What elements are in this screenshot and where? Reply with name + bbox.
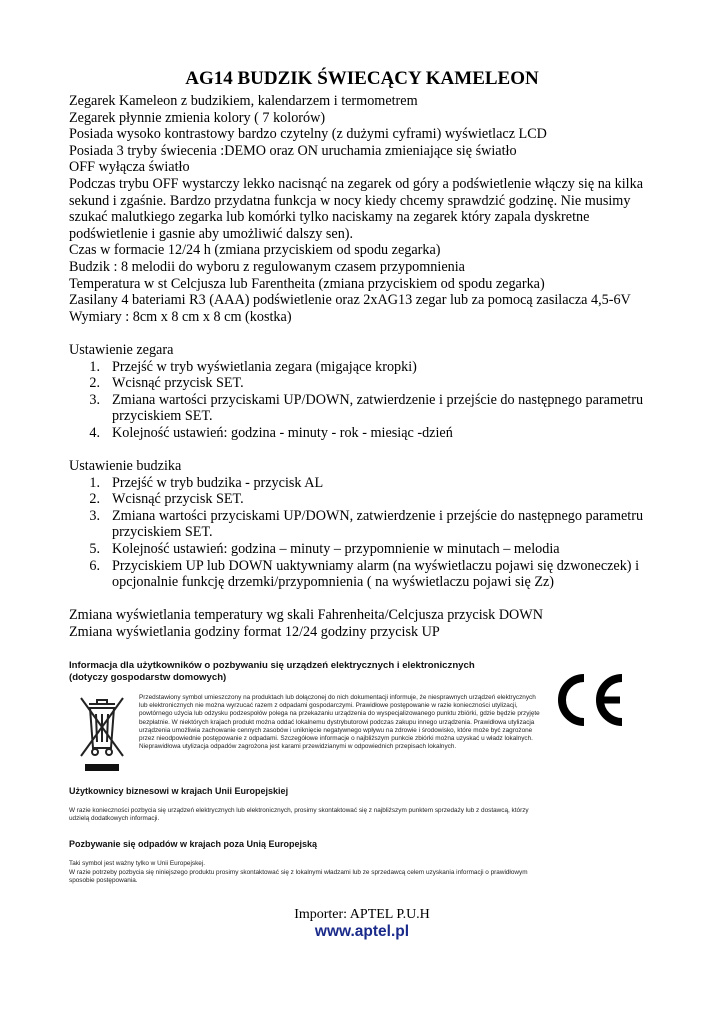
step-number: 2. [89, 375, 100, 392]
outside-eu-text: Taki symbol jest ważny tylko w Unii Europejskej. [69, 860, 206, 868]
step-number: 3. [89, 507, 100, 524]
display-note: Zmiana wyświetlania godziny format 12/24 godziny przycisk UP [69, 624, 440, 640]
list-item [69, 425, 669, 442]
step-number: 1. [89, 474, 100, 491]
importer-line: Importer: APTEL P.U.H [294, 907, 430, 922]
intro-line: Posiada 3 tryby świecenia :DEMO oraz ON uruchamia zmieniające się światło [69, 142, 517, 159]
step-text: Przyciskiem UP lub DOWN uaktywniamy alarm (na wyświetlaczu pojawi się dzwoneczek) i opcjonalnie funkcję drzemki/przypomnienia ( na wyświetlaczu pojawi się Zz) [112, 557, 640, 591]
business-users-text: W razie konieczności pozbycia się urządzeń elektrycznych lub elektronicznych, prosimy skontaktować się z najbliższym punktem sprzedaży lub z dostawcą, którzy udzielą dodatkowych informacji. [69, 807, 529, 823]
page-title: AG14 BUDZIK ŚWIECĄCY KAMELEON [185, 68, 539, 89]
intro-line: Budzik : 8 melodii do wyboru z regulowanym czasem przypomnienia [69, 258, 465, 275]
list-item [69, 558, 669, 591]
intro-line: OFF wyłącza światło [69, 159, 190, 176]
list-item [69, 359, 669, 376]
intro-paragraph: Podczas trybu OFF wystarczy lekko nacisnąć na zegarek od góry a podświetlenie włączy się na kilka sekund i zgaśnie. Bardzo przydatna funkcja w nocy kiedy chcemy sprawdzić godzinę. Nie musimy szukać malutkiego zegarka lub komórki tylko naciskamy na zegarek który zapala dyskretne podświetlenie i gasnie aby umożliwić dalszy sen). [69, 175, 644, 242]
list-item [69, 541, 669, 558]
step-text: Wcisnąć przycisk SET. [112, 375, 244, 392]
business-users-heading: Użytkownicy biznesowi w krajach Unii Europejskiej [69, 786, 289, 796]
intro-line: Wymiary : 8cm x 8 cm x 8 cm (kostka) [69, 308, 292, 325]
step-number: 6. [89, 557, 100, 574]
step-number: 4. [89, 424, 100, 441]
step-number: 1. [89, 358, 100, 375]
clock-setup-heading: Ustawienie zegara [69, 341, 174, 358]
list-item [69, 491, 669, 508]
alarm-setup-steps [69, 475, 669, 591]
step-text: Kolejność ustawień: godzina – minuty – przypomnienie w minutach – melodia [112, 541, 560, 558]
list-item [69, 375, 669, 392]
step-text: Przejść w tryb budzika - przycisk AL [112, 474, 324, 491]
display-note: Zmiana wyświetlania temperatury wg skali Fahrenheita/Celcjusza przycisk DOWN [69, 607, 543, 624]
step-text: Przejść w tryb wyświetlania zegara (migające kropki) [112, 358, 417, 375]
list-item [69, 475, 669, 492]
household-disposal-text: Przedstawiony symbol umieszczony na produktach lub dołączonej do nich dokumentacji informuje, że niesprawnych urządzeń elektrycznych lub elektronicznych nie można wyrzucać razem z odpadami gospodarczymi. Prawidłowe postępowanie w razie konieczności utylizacji, powtórnego użycia lub odzysku podzespołów polega na przekazaniu urządzenia do wyspecjalizowanego punktu zbiórki, gdzie będzie przyjęte bezpłatnie. W niektórych krajach produkt można oddać lokalnemu dystrybutorowi podczas zakupu innego urządzenia. Prawidłowa utylizacja urządzenia umożliwia zachowanie cennych zasobów i uniknięcie negatywnego wpływu na zdrowie i środowisko, które może być zagrożone przez nieodpowiednie postępowanie z odpadami. Szczegółowe informacje o najbliższym punkcie zbiórki można uzyskać u władz lokalnych. Nieprawidłowa utylizacja odpadów zagrożona jest karami przewidzianymi w odpowiednich przepisach lokalnych. [139, 694, 540, 751]
website-link[interactable]: www.aptel.pl [314, 923, 410, 940]
intro-line: Temperatura w st Celcjusza lub Farentheita (zmiana przyciskiem od spodu zegarka) [69, 275, 545, 292]
outside-eu-heading: Pozbywanie się odpadów w krajach poza Unią Europejską [69, 839, 318, 850]
list-item [69, 392, 669, 425]
document-body [69, 93, 669, 641]
weee-disposal-notice [69, 660, 541, 904]
intro-line: Zasilany 4 bateriami R3 (AAA) podświetlenie oraz 2xAG13 zegar lub za pomocą zasilacza 4,5-6V [69, 292, 631, 309]
step-text: Zmiana wartości przyciskami UP/DOWN, zatwierdzenie i przejście do następnego parametru przyciskiem SET. [112, 391, 644, 425]
disposal-subheading: (dotyczy gospodarstw domowych) [69, 672, 227, 683]
crossed-out-wheelie-bin-icon [75, 694, 129, 774]
step-number: 5. [89, 541, 100, 558]
step-text: Kolejność ustawień: godzina - minuty - rok - miesiąc -dzień [112, 424, 453, 441]
disposal-heading: Informacja dla użytkowników o pozbywaniu się urządzeń elektrycznych i elektronicznych [69, 660, 475, 671]
clock-setup-steps [69, 359, 669, 442]
intro-line: Posiada wysoko kontrastowy bardzo czytelny (z dużymi cyframi) wyświetlacz LCD [69, 126, 547, 143]
list-item [69, 508, 669, 541]
step-text: Zmiana wartości przyciskami UP/DOWN, zatwierdzenie i przejście do następnego parametru przyciskiem SET. [112, 507, 644, 541]
intro-line: Czas w formacie 12/24 h (zmiana przyciskiem od spodu zegarka) [69, 242, 441, 259]
ce-mark-icon [552, 672, 628, 728]
alarm-setup-heading: Ustawienie budzika [69, 458, 182, 475]
outside-eu-text: W razie potrzeby pozbycia się niniejszego produktu prosimy skontaktować się z lokalnymi władzami lub ze sprzedawcą celem uzyskania informacji o prawidłowym sposobie postępowania. [69, 868, 528, 884]
step-number: 2. [89, 491, 100, 508]
step-text: Wcisnąć przycisk SET. [112, 491, 244, 508]
intro-line: Zegarek Kameleon z budzikiem, kalendarzem i termometrem [69, 93, 418, 109]
step-number: 3. [89, 391, 100, 408]
intro-line: Zegarek płynnie zmienia kolory ( 7 kolorów) [69, 109, 326, 126]
